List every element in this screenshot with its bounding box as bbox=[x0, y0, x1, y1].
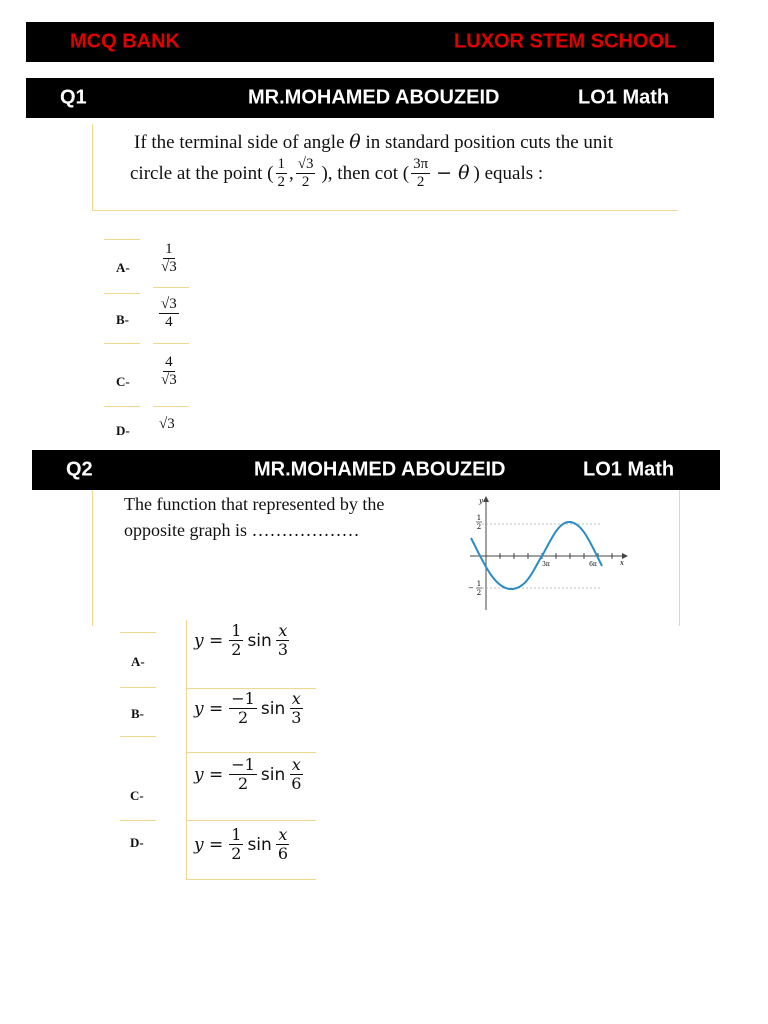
y-axis-arrow bbox=[483, 496, 489, 502]
q2-bar bbox=[32, 450, 720, 490]
q2-teacher: MR.MOHAMED ABOUZEID bbox=[254, 458, 506, 481]
q1-val-line-2 bbox=[153, 343, 189, 344]
q2-label-line-0 bbox=[120, 632, 156, 633]
q1-question-line2: circle at the point ( $\frac{1}{2}$ , $\frac{√3}{2}$ ), then cot ( $\frac{3\pi}{2}$ − θ ) equals : bbox=[130, 156, 544, 191]
header-title: MCQ BANK bbox=[70, 30, 180, 53]
graph-x-tick-6pi: 6π bbox=[589, 561, 597, 568]
q1-question-line1: If the terminal side of angle θ in standard position cuts the unit bbox=[134, 131, 613, 153]
q2-option-d-value[interactable]: y = $\frac{1}{2}$ sin $\frac{x}{6}$ bbox=[194, 825, 288, 864]
point-y-fraction: $\frac{√3}{2}$ bbox=[297, 156, 314, 191]
q1-opt-top-line bbox=[104, 239, 140, 240]
q1-option-d-label[interactable]: D- bbox=[116, 423, 130, 438]
q1-val-line-3 bbox=[153, 406, 189, 407]
header-school: LUXOR STEM SCHOOL bbox=[454, 30, 677, 53]
q1-bar bbox=[26, 78, 714, 118]
q1-opt-line-1 bbox=[104, 293, 140, 294]
q1-number: Q1 bbox=[60, 86, 87, 109]
q1-option-c-value[interactable]: $\frac{4}{√3}$ bbox=[161, 354, 177, 389]
q2-question-line2: opposite graph is ……………… bbox=[124, 520, 360, 540]
q1-option-c-label[interactable]: C- bbox=[116, 374, 130, 389]
q2-number: Q2 bbox=[66, 458, 93, 481]
q2-option-divider bbox=[186, 620, 187, 880]
q1-lo: LO1 Math bbox=[578, 86, 670, 109]
q2-label-line-1 bbox=[120, 687, 156, 688]
graph-y-bot-den: 2 bbox=[476, 589, 482, 597]
q1-val-line-1 bbox=[153, 287, 189, 288]
q2-option-b-value[interactable]: y = $\frac{-1}{2}$ sin $\frac{x}{3}$ bbox=[194, 689, 302, 728]
angle-fraction: $\frac{3\pi}{2}$ bbox=[413, 156, 429, 191]
q2-option-c-label[interactable]: C- bbox=[130, 788, 144, 803]
header-bar bbox=[26, 22, 714, 62]
graph-y-bot-num: 1 bbox=[476, 580, 482, 588]
q2-val-line-2 bbox=[186, 752, 316, 753]
q2-question-line1: The function that represented by the bbox=[124, 494, 385, 514]
q2-option-d-label[interactable]: D- bbox=[130, 835, 144, 850]
graph-y-top-den: 2 bbox=[476, 523, 482, 531]
q1-opt-line-3 bbox=[104, 406, 140, 407]
q2-option-a-label[interactable]: A- bbox=[131, 654, 145, 669]
q2-option-c-value[interactable]: y = $\frac{-1}{2}$ sin $\frac{x}{6}$ bbox=[194, 755, 302, 794]
graph-y-top-num: 1 bbox=[476, 514, 482, 522]
graph-y-label: y bbox=[479, 497, 483, 505]
q1-opt-line-2 bbox=[104, 343, 140, 344]
q2-label-line-3 bbox=[120, 820, 156, 821]
q2-option-a-value[interactable]: y = $\frac{1}{2}$ sin $\frac{x}{3}$ bbox=[194, 621, 288, 660]
q1-option-a-label[interactable]: A- bbox=[116, 260, 130, 275]
graph-y-bot-sign: − bbox=[468, 584, 474, 592]
q2-sine-graph bbox=[462, 494, 632, 614]
q1-option-b-label[interactable]: B- bbox=[116, 312, 129, 327]
q2-option-b-label[interactable]: B- bbox=[131, 706, 144, 721]
graph-x-label: x bbox=[620, 559, 624, 567]
q2-val-line-4 bbox=[186, 879, 316, 880]
graph-x-tick-3pi: 3π bbox=[542, 561, 550, 568]
q1-teacher: MR.MOHAMED ABOUZEID bbox=[248, 86, 500, 109]
q2-lo: LO1 Math bbox=[583, 458, 675, 481]
q1-option-b-value[interactable]: $\frac{√3}{4}$ bbox=[161, 296, 177, 331]
q2-label-line-2 bbox=[120, 736, 156, 737]
q1-option-a-value[interactable]: $\frac{1}{√3}$ bbox=[161, 241, 177, 276]
q1-option-d-value[interactable]: √3 bbox=[159, 416, 175, 432]
point-x-fraction: $\frac{1}{2}$ bbox=[277, 156, 285, 191]
q2-val-line-3 bbox=[186, 820, 316, 821]
